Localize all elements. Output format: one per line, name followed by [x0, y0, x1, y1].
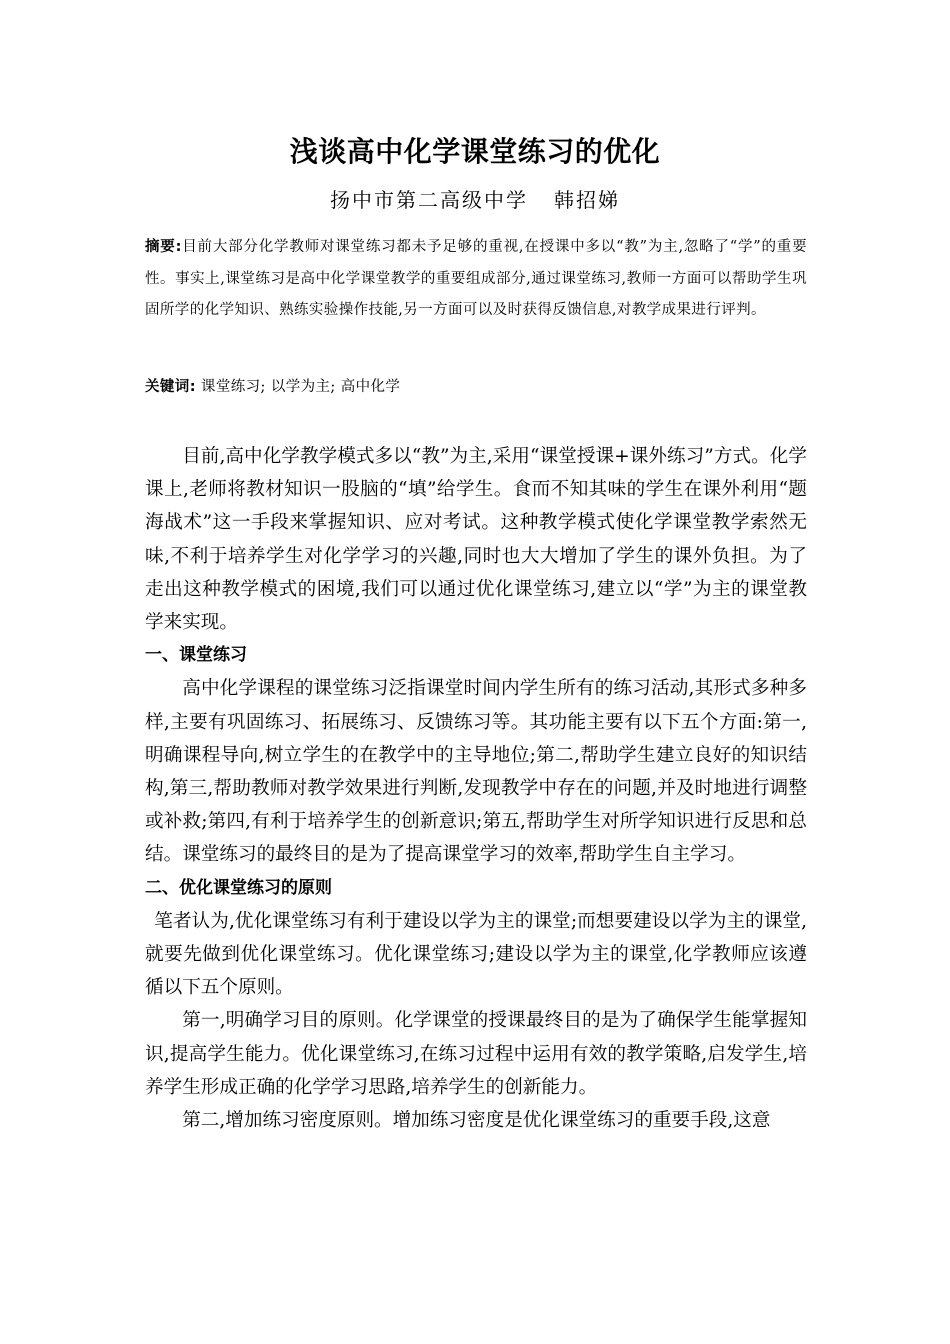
section-2-paragraph-1: 笔者认为,优化课堂练习有利于建设以学为主的课堂;而想要建设以学为主的课堂,就要先做到优化课堂练习。优化课堂练习;建设以学为主的课堂,化学教师应该遵循以下五个原则。 — [145, 910, 807, 999]
author-name: 韩招娣 — [554, 188, 620, 212]
keywords — [145, 372, 807, 402]
article-body — [145, 440, 807, 1137]
section-heading-2: 二、优化课堂练习的原则 — [145, 877, 332, 898]
section-2-paragraph-2: 第一,明确学习目的原则。化学课堂的授课最终目的是为了确保学生能掌握知识,提高学生能力。优化课堂练习,在练习过程中运用有效的教学策略,启发学生,培养学生形成正确的化学学习思路,培养学生的创新能力。 — [145, 1010, 807, 1098]
intro-paragraph: 目前,高中化学教学模式多以“教”为主,采用“课堂授课+课外练习”方式。化学课上,老师将教材知识一股脑的“填”给学生。食而不知其味的学生在课外利用“题海战术”这一手段来掌握知识、应对考试。这种教学模式使化学课堂教学索然无味,不利于培养学生对化学学习的兴趣,同时也大大增加了学生的课外负担。为了走出这种教学模式的困境,我们可以通过优化课堂练习,建立以“学”为主的课堂教学来实现。 — [145, 446, 807, 634]
keywords-label: 关键词: — [145, 379, 196, 395]
section-2-paragraph-3: 第二,增加练习密度原则。增加练习密度是优化课堂练习的重要手段,这意 — [182, 1110, 771, 1132]
section-heading-1: 一、课堂练习 — [145, 645, 247, 666]
section-1-paragraph: 高中化学课程的课堂练习泛指课堂时间内学生所有的练习活动,其形式多种多样,主要有巩固练习、拓展练习、反馈练习等。其功能主要有以下五个方面:第一,明确课程导向,树立学生的在教学中的主导地位;第二,帮助学生建立良好的知识结构,第三,帮助教师对教学效果进行判断,发现教学中存在的问题,并及时地进行调整或补救;第四,有利于培养学生的创新意识;第五,帮助学生对所学知识进行反思和总结。课堂练习的最终目的是为了提高课堂学习的效率,帮助学生自主学习。 — [145, 678, 807, 866]
abstract-label: 摘要: — [145, 239, 182, 255]
abstract-text: 目前大部分化学教师对课堂练习都未予足够的重视,在授课中多以“教”为主,忽略了“学”的重要性。事实上,课堂练习是高中化学课堂教学的重要组成部分,通过课堂练习,教师一方面可以帮助学生巩固所学的化学知识、熟练实验操作技能,另一方面可以及时获得反馈信息,对教学成果进行评判。 — [145, 239, 808, 318]
author-school: 扬中市第二高级中学 — [330, 188, 528, 212]
abstract — [145, 232, 807, 327]
keywords-text: 课堂练习; 以学为主; 高中化学 — [200, 379, 401, 395]
author-line — [0, 185, 950, 215]
page-title: 浅谈高中化学课堂练习的优化 — [289, 135, 661, 168]
